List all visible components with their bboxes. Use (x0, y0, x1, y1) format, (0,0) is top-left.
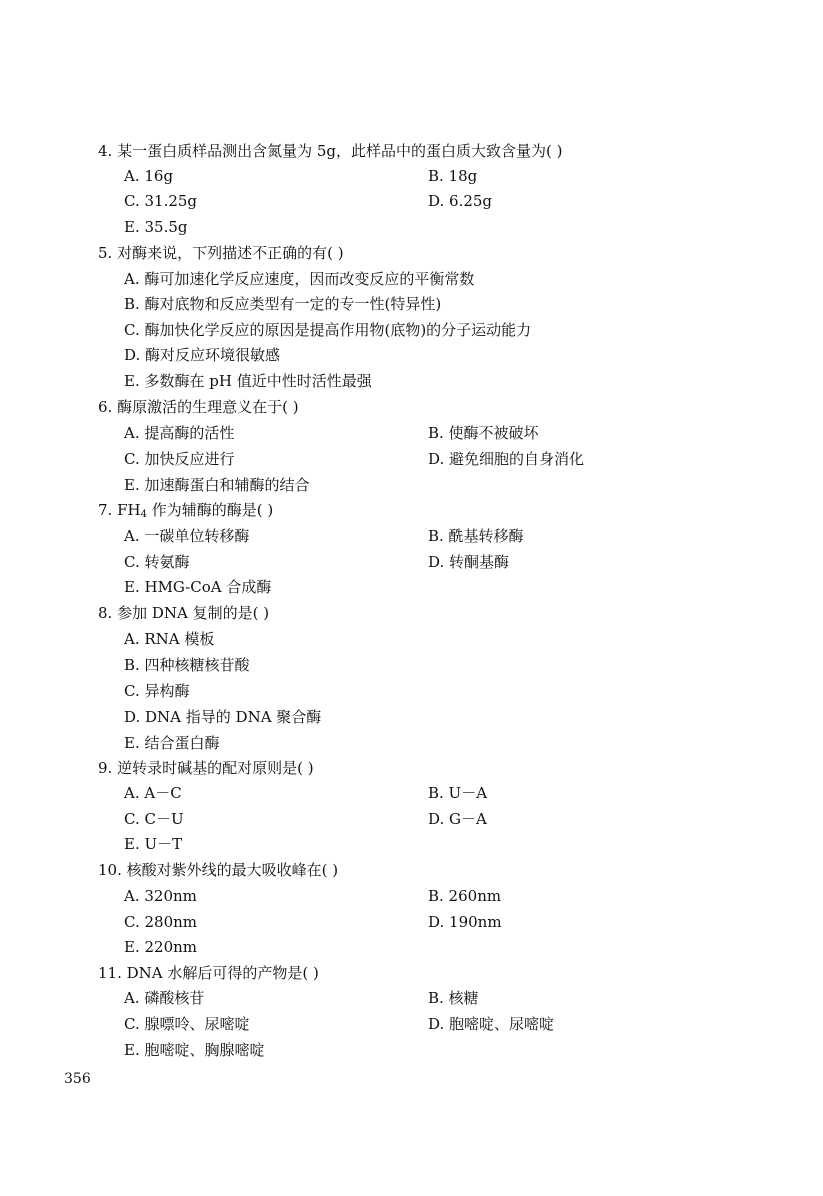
question-9-option-a: A. A－C (124, 784, 182, 802)
question-7-option-e: E. HMG-CoA 合成酶 (124, 578, 272, 596)
question-10-option-e: E. 220nm (124, 938, 198, 956)
question-9-option-b: B. U－A (428, 784, 488, 802)
question-10-stem: 10. 核酸对紫外线的最大吸收峰在( ) (98, 861, 339, 879)
question-7-option-b: B. 酰基转移酶 (428, 527, 524, 545)
question-8-option-d: D. DNA 指导的 DNA 聚合酶 (124, 708, 322, 726)
question-8-option-e: E. 结合蛋白酶 (124, 734, 220, 752)
page-number: 356 (64, 1071, 91, 1087)
question-6-stem: 6. 酶原激活的生理意义在于( ) (98, 398, 299, 416)
question-11-option-a: A. 磷酸核苷 (124, 989, 205, 1007)
question-4-stem: 4. 某一蛋白质样品测出含氮量为 5g，此样品中的蛋白质大致含量为( ) (98, 142, 563, 160)
question-5-option-c: C. 酶加快化学反应的原因是提高作用物(底物)的分子运动能力 (124, 321, 532, 339)
question-11-option-c: C. 腺嘌呤、尿嘧啶 (124, 1015, 250, 1033)
question-5-option-a: A. 酶可加速化学反应速度，因而改变反应的平衡常数 (124, 270, 475, 288)
question-8-stem: 8. 参加 DNA 复制的是( ) (98, 604, 270, 622)
question-4-option-c: C. 31.25g (124, 192, 198, 210)
question-10-option-d: D. 190nm (428, 913, 502, 931)
question-10-option-a: A. 320nm (124, 887, 197, 905)
question-5-option-b: B. 酶对底物和反应类型有一定的专一性(特异性) (124, 295, 442, 313)
question-7-stem-suffix: 作为辅酶的酶是( ) (146, 501, 274, 519)
question-11-stem: 11. DNA 水解后可得的产物是( ) (98, 964, 319, 982)
question-7-option-d: D. 转酮基酶 (428, 553, 510, 571)
question-8-option-a: A. RNA 模板 (124, 630, 215, 648)
question-6-option-e: E. 加速酶蛋白和辅酶的结合 (124, 476, 310, 494)
question-11-option-e: E. 胞嘧啶、胸腺嘧啶 (124, 1041, 265, 1059)
question-6-option-d: D. 避免细胞的自身消化 (428, 450, 585, 468)
question-4-option-d: D. 6.25g (428, 192, 493, 210)
question-6-option-b: B. 使酶不被破坏 (428, 424, 539, 442)
question-7-stem-subscript: 4 (140, 509, 147, 520)
question-11-option-d: D. 胞嘧啶、尿嘧啶 (428, 1015, 555, 1033)
question-4-option-e: E. 35.5g (124, 218, 188, 236)
question-7-option-c: C. 转氨酶 (124, 553, 190, 571)
question-5-option-e: E. 多数酶在 pH 值近中性时活性最强 (124, 372, 372, 390)
question-7-option-a: A. 一碳单位转移酶 (124, 527, 250, 545)
question-6-option-c: C. 加快反应进行 (124, 450, 235, 468)
question-4-option-a: A. 16g (124, 167, 174, 185)
question-5-stem: 5. 对酶来说，下列描述不正确的有( ) (98, 244, 344, 262)
question-7-stem-prefix: 7. FH (98, 501, 141, 519)
question-9-option-d: D. G－A (428, 810, 487, 828)
question-9-option-c: C. C－U (124, 810, 184, 828)
question-9-option-e: E. U－T (124, 835, 183, 853)
question-6-option-a: A. 提高酶的活性 (124, 424, 235, 442)
question-8-option-c: C. 异构酶 (124, 682, 190, 700)
question-5-option-d: D. 酶对反应环境很敏感 (124, 346, 281, 364)
question-9-stem: 9. 逆转录时碱基的配对原则是( ) (98, 759, 314, 777)
question-11-option-b: B. 核糖 (428, 989, 479, 1007)
question-8-option-b: B. 四种核糖核苷酸 (124, 656, 250, 674)
question-10-option-b: B. 260nm (428, 887, 502, 905)
question-4-option-b: B. 18g (428, 167, 478, 185)
question-10-option-c: C. 280nm (124, 913, 197, 931)
question-7-stem (98, 499, 273, 521)
